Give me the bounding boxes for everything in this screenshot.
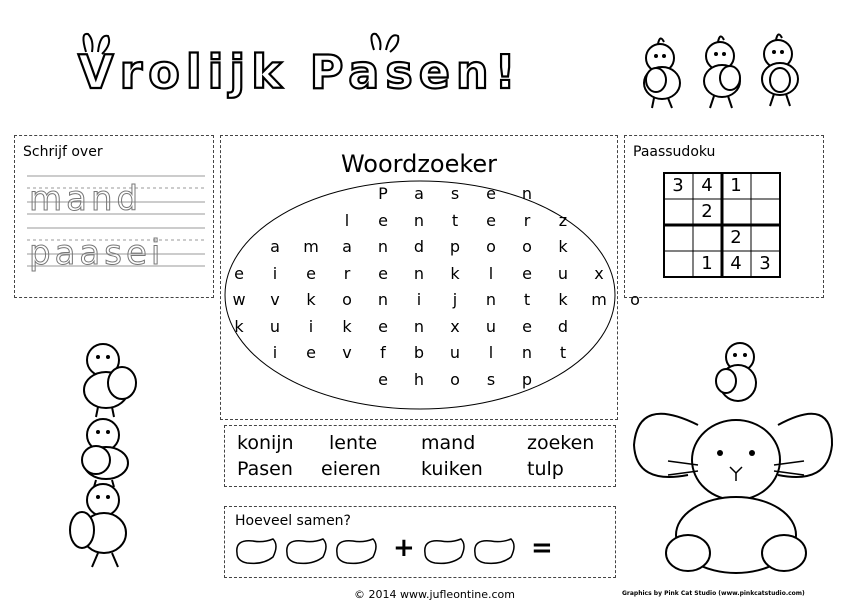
sudoku-cell: 3 [672,175,684,196]
wordsearch-letter: i [416,290,422,309]
page-title [72,30,592,100]
wordsearch-letter: n [377,237,389,256]
plus-sign: + [393,533,415,563]
wordsearch-letter: x [594,263,604,283]
wordsearch-letter: u [269,316,281,336]
jellybean-icon [283,535,329,567]
wordsearch-title: Woordzoeker [340,150,498,178]
word-mand: mand [421,432,476,454]
wordsearch-letter: e [306,263,316,283]
wordsearch-letter: b [413,343,425,362]
wordsearch-letter: i [272,343,278,362]
counting-panel [224,506,616,578]
bunny-illustration [628,335,838,580]
jellybean-icon [333,535,379,567]
wordsearch-letter: e [306,343,316,362]
wordsearch-letter: f [380,343,386,362]
wordsearch-letter: t [451,210,459,230]
word-konijn: konijn [237,432,294,454]
wordsearch-letter: m [591,290,607,309]
sudoku-cell [724,200,748,224]
sudoku-cell: 2 [730,227,742,248]
jellybean-icon [471,535,517,567]
wordsearch-letter: k [306,290,316,309]
sudoku-label: Paassudoku [633,144,716,160]
wordsearch-letter: z [558,210,568,230]
wordsearch-letter: o [450,369,460,389]
wordsearch-letter: n [413,263,425,283]
wordsearch-letter: n [521,343,533,362]
wordsearch-letter: i [308,316,314,336]
wordsearch-letter: n [521,184,533,203]
wordsearch-letter: e [378,369,388,389]
wordsearch-letter: w [232,290,246,309]
wordsearch-letter: o [342,290,352,309]
jellybean-icon [233,535,279,567]
wordsearch-letter: o [486,237,496,256]
wordsearch-letter: v [342,343,352,362]
wordsearch-letter: P [378,184,388,203]
wordsearch-letter: o [522,237,532,256]
sudoku-cell: 1 [730,175,742,196]
sudoku-cell [666,252,690,276]
sudoku-cell: 2 [701,201,713,222]
wordsearch-letter: h [413,369,425,389]
wordsearch-letter: r [343,263,351,283]
wordsearch-letter: e [378,210,388,230]
handwriting-label: Schrijf over [23,144,103,160]
wordsearch-letter: u [557,263,569,283]
wordsearch-letter: e [234,263,244,283]
word-kuiken: kuiken [421,458,483,480]
wordsearch-letter: j [452,290,458,309]
wordsearch-letter: t [559,343,567,362]
wordsearch-letter: n [485,290,497,309]
wordsearch-letter: p [449,237,461,256]
sudoku-cell: 4 [701,175,713,196]
sudoku-cell [753,174,777,198]
wordsearch-letter: d [413,237,425,256]
wordsearch-letter: e [378,316,388,336]
trace-word-1: mand [29,179,143,219]
wordsearch-letter: d [557,316,569,336]
chick-illustration-top [630,28,820,113]
sudoku-cell: 3 [759,253,771,274]
sudoku-cell [695,226,719,250]
wordsearch-letter: a [342,237,352,256]
trace-word-2: paasei [29,233,165,273]
wordsearch-letter: u [449,343,461,362]
word-pasen: Pasen [237,458,293,480]
wordsearch-letter: l [344,210,350,230]
wordsearch-letter: e [522,316,532,336]
word-lente: lente [329,432,378,454]
handwriting-panel [14,135,214,298]
wordsearch-letter: t [523,290,531,309]
jellybean-icon [421,535,467,567]
sudoku-cell [753,226,777,250]
wordsearch-letter: s [486,369,496,389]
counting-label: Hoeveel samen? [235,513,351,529]
wordsearch-letter: l [488,343,494,362]
wordsearch-letter: k [234,316,244,336]
sudoku-panel [624,135,824,298]
wordsearch-letter: r [523,210,531,230]
wordsearch-letter: k [558,237,568,256]
wordsearch-letter: n [377,290,389,309]
word-tulp: tulp [527,458,564,480]
wordsearch-letter: u [485,316,497,336]
wordsearch-panel [220,135,640,420]
sudoku-cell [666,200,690,224]
wordsearch-letter: o [630,290,640,309]
word-eieren: eieren [321,458,381,480]
wordsearch-letter: a [414,184,424,203]
wordsearch-letter: v [270,290,280,309]
sudoku-cell [666,226,690,250]
wordsearch-letter: p [521,369,533,389]
wordsearch-letter: s [450,184,460,203]
wordsearch-letter: l [488,263,494,283]
chick-stack-illustration [58,335,168,575]
copyright-text: © 2014 www.jufleontine.com [354,588,515,601]
wordsearch-letter: e [486,184,496,203]
sudoku-cell: 1 [701,253,713,274]
sudoku-cell: 4 [730,253,742,274]
credit-text: Graphics by Pink Cat Studio (www.pinkcatstudio.com) [622,590,805,597]
wordsearch-letter: e [378,263,388,283]
wordsearch-letter: k [342,316,352,336]
equals-sign: = [531,533,553,563]
wordsearch-letter: k [558,290,568,309]
wordsearch-letter: n [413,210,425,230]
wordsearch-letter: e [522,263,532,283]
wordsearch-letter: a [270,237,280,256]
wordlist-panel [224,425,616,487]
wordsearch-letter: e [486,210,496,230]
wordsearch-letter: n [413,316,425,336]
word-zoeken: zoeken [527,432,595,454]
wordsearch-letter: k [450,263,460,283]
svg-text:Vrolijk Pasen!: Vrolijk Pasen! [78,45,522,99]
wordsearch-letter: m [303,237,319,256]
wordsearch-letter: i [272,263,278,283]
sudoku-cell [753,200,777,224]
wordsearch-letter: x [450,316,460,336]
